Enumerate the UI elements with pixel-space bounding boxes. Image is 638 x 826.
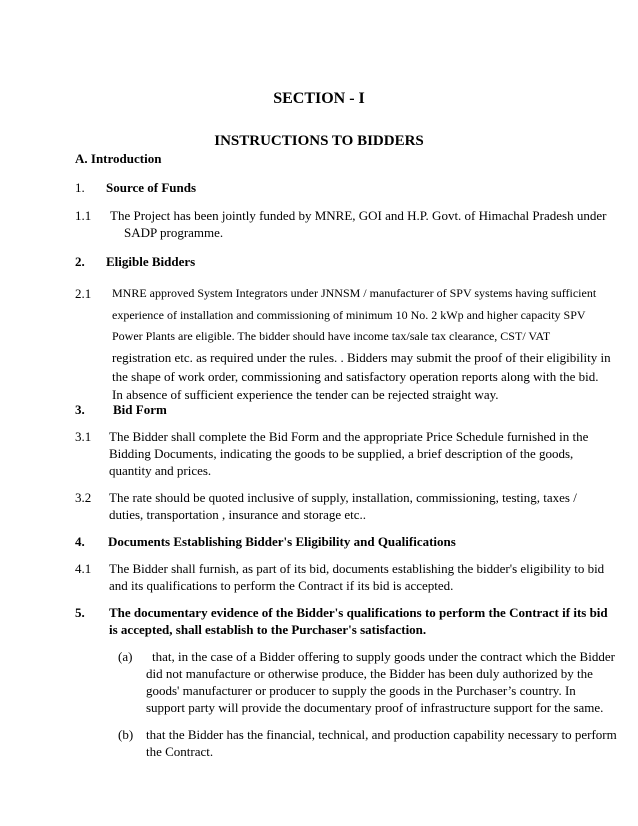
section-3-number: 3. [75, 402, 85, 417]
section-1-number: 1. [75, 180, 85, 195]
sub-clause-b-label: (b) [118, 727, 134, 742]
section-5-line: is accepted, shall establish to the Purchaser's satisfaction. [109, 622, 427, 637]
clause-1-1-line: The Project has been jointly funded by MNRE, GOI and H.P. Govt. of Himachal Pradesh under [110, 208, 607, 223]
clause-4-1-number: 4.1 [75, 561, 92, 576]
intro-heading: A. Introduction [75, 151, 162, 166]
sub-clause-a-line: support party will provide the documentary proof of infrastructure support for the same. [146, 700, 604, 715]
sub-clause-b-line: the Contract. [146, 744, 214, 759]
clause-2-1-line: In absence of sufficient experience the tender can be rejected straight way. [112, 387, 499, 402]
sub-clause-b-line: that the Bidder has the financial, technical, and production capability necessary to perform [146, 727, 617, 742]
section-2-number: 2. [75, 254, 85, 269]
clause-4-1-line: and its qualifications to perform the Contract if its bid is accepted. [109, 578, 454, 593]
clause-2-1-line: Power Plants are eligible. The bidder should have income tax/sale tax clearance, CST/ VAT [112, 329, 551, 343]
clause-1-1-line: SADP programme. [124, 225, 224, 240]
clause-2-1-number: 2.1 [75, 286, 92, 301]
clause-2-1-line: experience of installation and commissioning of minimum 10 No. 2 kWp and higher capacity SPV [112, 308, 586, 322]
clause-2-1-line: the shape of work order, commissioning and satisfactory operation reports along with the bid. [112, 369, 599, 384]
clause-4-1-line: The Bidder shall furnish, as part of its bid, documents establishing the bidder's eligibility to bid [109, 561, 605, 576]
section-2-title: Eligible Bidders [106, 254, 196, 269]
clause-3-2-line: duties, transportation , insurance and storage etc.. [109, 507, 367, 522]
section-4-number: 4. [75, 534, 85, 549]
section-5-number: 5. [75, 605, 85, 620]
sub-clause-a-line: goods' manufacturer or producer to supply the goods in the Purchaser’s country. In [146, 683, 576, 698]
clause-3-2-line: The rate should be quoted inclusive of supply, installation, commissioning, testing, taxes / [109, 490, 577, 505]
section-1-title: Source of Funds [106, 180, 197, 195]
clause-2-1-line: MNRE approved System Integrators under JNNSM / manufacturer of SPV systems having sufficient [112, 286, 597, 300]
clause-3-1-number: 3.1 [75, 429, 92, 444]
clause-2-1-line: registration etc. as required under the rules. . Bidders may submit the proof of their eligibility in [112, 350, 611, 365]
clause-3-1-line: Bidding Documents, indicating the goods to be supplied, a brief description of the goods, [109, 446, 574, 461]
main-heading: INSTRUCTIONS TO BIDDERS [214, 133, 424, 149]
section-title: SECTION - I [273, 90, 365, 107]
clause-3-1-line: The Bidder shall complete the Bid Form and the appropriate Price Schedule furnished in the [109, 429, 589, 444]
section-5-line: The documentary evidence of the Bidder's qualifications to perform the Contract if its bid [109, 605, 608, 620]
sub-clause-a-line: that, in the case of a Bidder offering to supply goods under the contract which the Bidder [152, 649, 615, 664]
clause-3-1-line: quantity and prices. [109, 463, 212, 478]
clause-3-2-number: 3.2 [75, 490, 92, 505]
sub-clause-a-label: (a) [118, 649, 133, 664]
clause-1-1-number: 1.1 [75, 208, 92, 223]
section-4-title: Documents Establishing Bidder's Eligibility and Qualifications [108, 534, 456, 549]
section-3-title: Bid Form [113, 402, 167, 417]
sub-clause-a-line: did not manufacture or otherwise produce, the Bidder has been duly authorized by the [146, 666, 593, 681]
